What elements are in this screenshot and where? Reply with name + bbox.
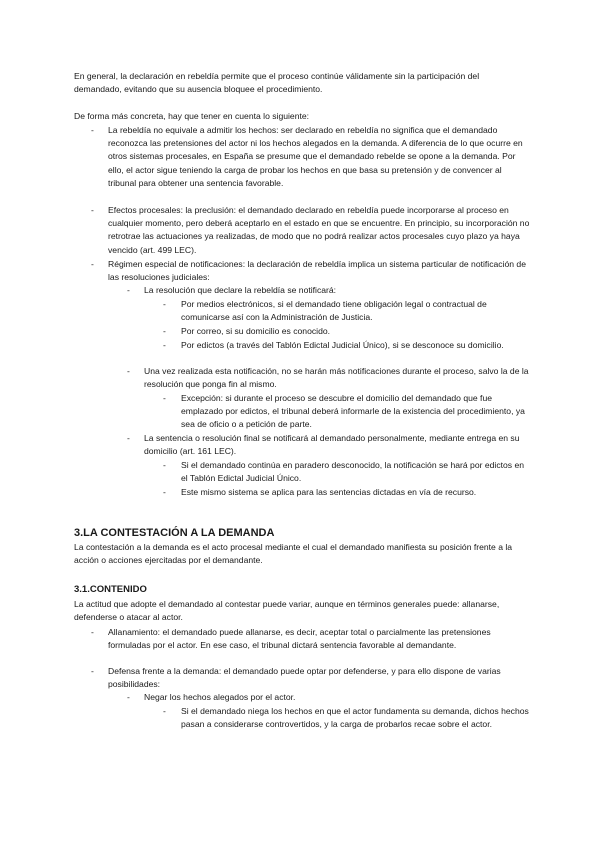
- list-item: Por edictos (a través del Tablón Edictal Judicial Único), si se desconoce su domicilio.: [181, 340, 504, 350]
- bullet-dash: -: [127, 692, 130, 702]
- intro-paragraph: En general, la declaración en rebeldía permite que el proceso continúe válidamente sin la participación del demandado, evitando que su ausencia bloquee el procedimiento.: [74, 71, 480, 95]
- list-item: Excepción: si durante el proceso se descubre el domicilio del demandado que fue emplazado por edictos, el tribunal deberá informarle de la existencia del procedimiento, ya sea de oficio o a petición de parte.: [181, 393, 525, 430]
- section-heading: 3.LA CONTESTACIÓN A LA DEMANDA: [74, 527, 275, 539]
- bullet-dash: -: [91, 666, 94, 676]
- bullet-dash: -: [163, 706, 166, 716]
- bullet-dash: -: [127, 433, 130, 443]
- list-item: La rebeldía no equivale a admitir los hechos: ser declarado en rebeldía no significa que el demandado reconozca las pretensiones del actor ni los hechos alegados en la demanda. A diferencia de lo que ocurre en otros sistemas procesales, en España se presume que el demandado rebelde se opone a la demanda. Por ello, el actor sigue teniendo la carga de probar los hechos en que basa su pretensión y de convencer al tribunal para obtener una sentencia favorable.: [108, 125, 523, 188]
- bullet-dash: -: [163, 460, 166, 470]
- bullet-dash: -: [163, 299, 166, 309]
- bullet-dash: -: [163, 393, 166, 403]
- subsection-heading: 3.1.CONTENIDO: [74, 584, 147, 595]
- list-item: Defensa frente a la demanda: el demandado puede optar por defenderse, y para ello dispone de varias posibilidades:: [108, 666, 501, 690]
- list-item: La resolución que declare la rebeldía se notificará:: [144, 285, 337, 295]
- list-item: Régimen especial de notificaciones: la declaración de rebeldía implica un sistema particular de notificación de las resoluciones judiciales:: [108, 259, 526, 283]
- list-item: Por medios electrónicos, si el demandado tiene obligación legal o contractual de comunicarse así con la Administración de Justicia.: [181, 299, 487, 323]
- bullet-dash: -: [91, 125, 94, 135]
- bullet-dash: -: [163, 326, 166, 336]
- bullet-dash: -: [163, 487, 166, 497]
- bullet-dash: -: [127, 285, 130, 295]
- list-item: Este mismo sistema se aplica para las sentencias dictadas en vía de recurso.: [181, 487, 477, 497]
- list-item: La sentencia o resolución final se notificará al demandado personalmente, mediante entrega en su domicilio (art. 161 LEC).: [144, 433, 520, 457]
- list-item: Si el demandado continúa en paradero desconocido, la notificación se hará por edictos en el Tablón Edictal Judicial Único.: [181, 460, 525, 484]
- bullet-dash: -: [91, 627, 94, 637]
- list-item: Allanamiento: el demandado puede allanarse, es decir, aceptar total o parcialmente las pretensiones formuladas por el actor. En ese caso, el tribunal dictará sentencia favorable al demandante.: [108, 627, 491, 651]
- bullet-dash: -: [91, 259, 94, 269]
- list-item: Efectos procesales: la preclusión: el demandado declarado en rebeldía puede incorporarse al proceso en cualquier momento, pero deberá aceptarlo en el estado en que se encuentre. En principio, su incorporación no retrotrae las actuaciones ya realizadas, de modo que no podrá realizar actos procesales cuyo plazo ya haya vencido (art. 499 LEC).: [108, 205, 530, 255]
- bullet-dash: -: [163, 340, 166, 350]
- bullet-dash: -: [91, 205, 94, 215]
- subsection-paragraph: La actitud que adopte el demandado al contestar puede variar, aunque en términos generales puede: allanarse, defenderse o atacar al actor.: [74, 599, 500, 623]
- list-item: Negar los hechos alegados por el actor.: [144, 692, 296, 702]
- section-paragraph: La contestación a la demanda es el acto procesal mediante el cual el demandado manifiesta su posición frente a la acción o acciones ejercitadas por el demandante.: [74, 542, 513, 566]
- bullet-dash: -: [127, 366, 130, 376]
- list-item: Si el demandado niega los hechos en que el actor fundamenta su demanda, dichos hechos pasan a considerarse controvertidos, y la carga de probarlos recae sobre el actor.: [181, 706, 529, 730]
- lead-paragraph: De forma más concreta, hay que tener en cuenta lo siguiente:: [74, 111, 310, 121]
- list-item: Por correo, si su domicilio es conocido.: [181, 326, 331, 336]
- list-item: Una vez realizada esta notificación, no se harán más notificaciones durante el proceso, salvo la de la resolución que ponga fin al mismo.: [144, 366, 529, 390]
